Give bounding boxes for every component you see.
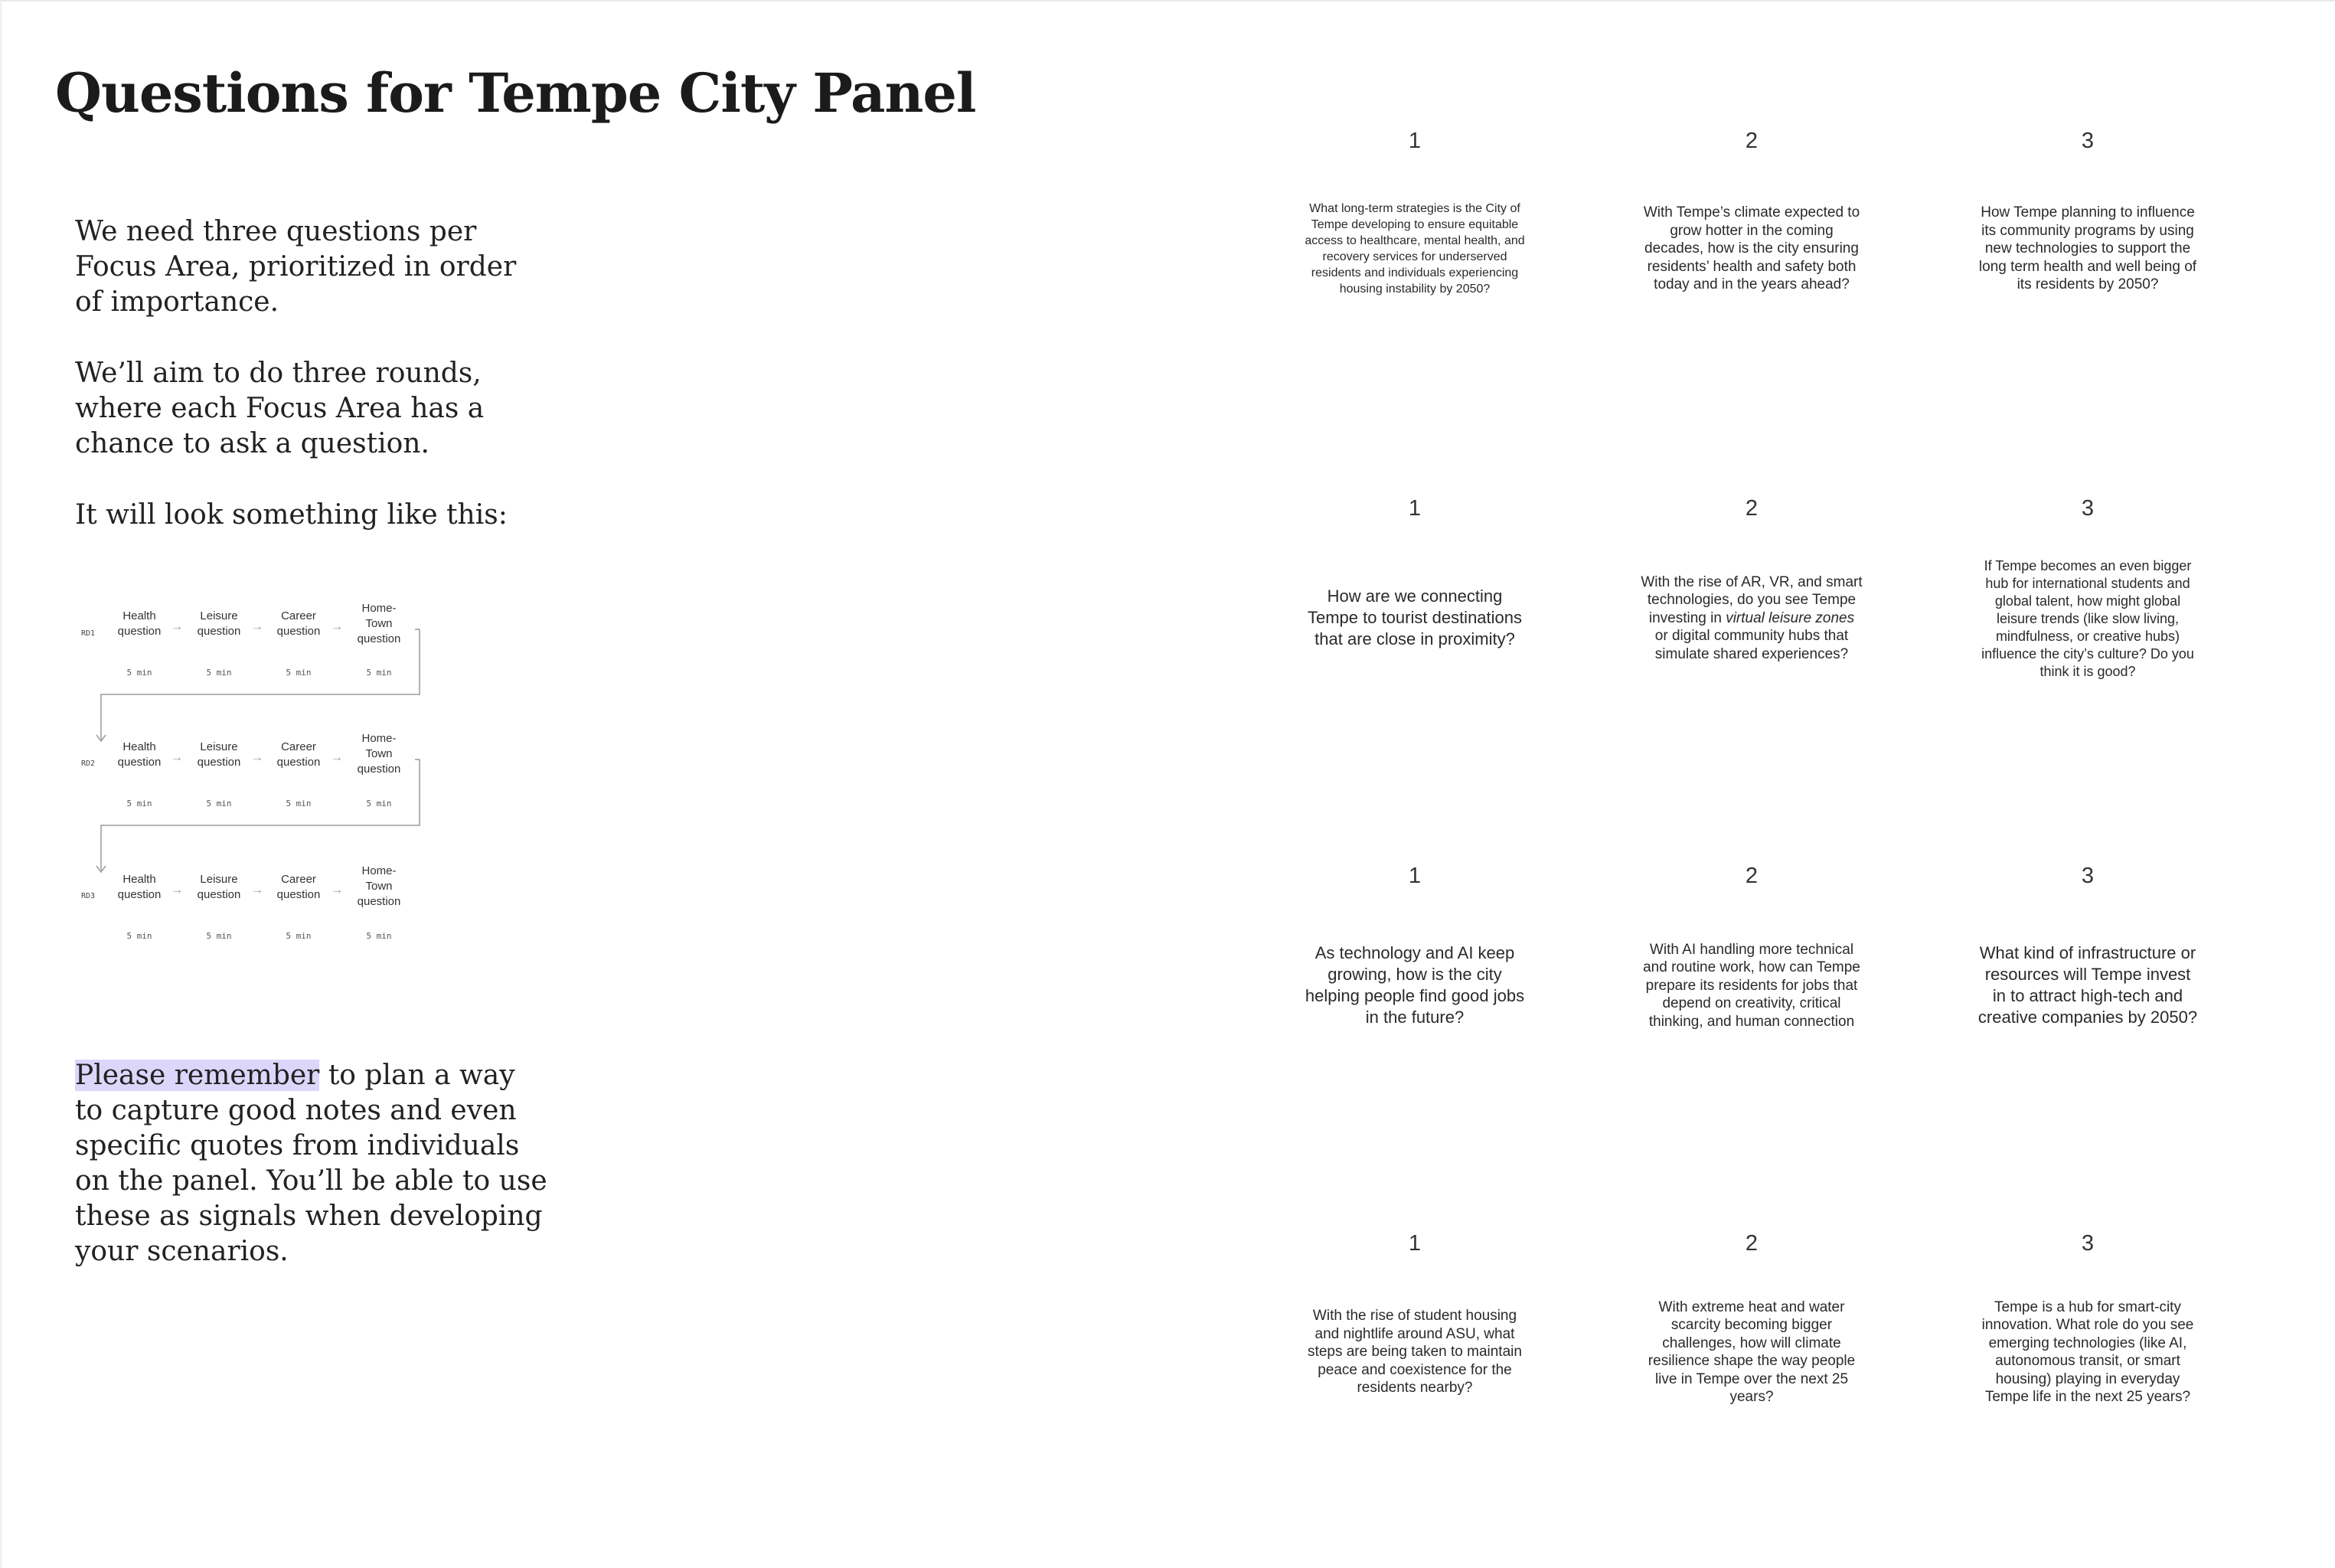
question-text-italic: virtual leisure zones — [1726, 609, 1855, 626]
flow-node-leisure: Leisure question — [197, 740, 241, 769]
reminder-paragraph — [75, 1058, 550, 1269]
question-card — [1641, 1295, 1863, 1409]
duration-label: 5 min — [286, 668, 312, 678]
arrow-right-icon: → — [331, 620, 343, 633]
intro-paragraph-1: We need three questions per Focus Area, prioritized in order of importance. — [75, 216, 517, 318]
priority-number: 3 — [2081, 129, 2095, 153]
duration-label: 5 min — [206, 668, 232, 678]
question-card — [1304, 1300, 1526, 1404]
duration-label: 5 min — [366, 931, 392, 941]
priority-number: 2 — [1745, 1231, 1759, 1256]
reminder-text: to plan a way to capture good notes and even specific quotes from individuals on the panel. You’ll be able to use these as signals when developing your scenarios. — [75, 1060, 547, 1267]
question-card — [1641, 203, 1863, 295]
flow-node-leisure: Leisure question — [197, 873, 241, 901]
flow-node-health: Health question — [117, 873, 162, 901]
priority-number: 1 — [1408, 129, 1422, 153]
question-card — [1641, 570, 1863, 666]
priority-number: 1 — [1408, 1231, 1422, 1256]
duration-label: 5 min — [126, 668, 152, 678]
flow-node-career: Career question — [276, 609, 321, 638]
question-card — [1977, 203, 2199, 295]
flow-node-hometown: Home-Town question — [357, 732, 401, 776]
priority-number: 1 — [1408, 864, 1422, 888]
duration-label: 5 min — [366, 799, 392, 808]
canvas-left-border — [0, 0, 2, 1568]
health-question-2: With Tempe’s climate expected to grow hotter in the coming decades, how is the city ensuring residents’ health and safety both today and in the years ahead? — [1643, 204, 1860, 293]
priority-number: 3 — [2081, 496, 2095, 521]
leisure-question-3: If Tempe becomes an even bigger hub for international students and global talent, how might global leisure trends (like slow living, mindfulness, or creative hubs) influence the city’s culture? Do you think it is good? — [1981, 557, 2194, 679]
leisure-question-1: How are we connecting Tempe to tourist destinations that are close in proximity? — [1307, 586, 1523, 648]
priority-number: 3 — [2081, 1231, 2095, 1256]
intro-paragraph-2: We’ll aim to do three rounds, where each Focus Area has a chance to ask a question. — [75, 358, 485, 459]
arrow-right-icon: → — [331, 884, 343, 897]
question-text-part: With the rise of AR, VR, and smart technologies, do you see Tempe investing in — [1641, 573, 1863, 626]
question-card — [1304, 936, 1526, 1035]
duration-label: 5 min — [126, 799, 152, 808]
duration-label: 5 min — [126, 931, 152, 941]
page-title: Questions for Tempe City Panel — [55, 61, 976, 125]
arrow-right-icon: → — [251, 751, 263, 764]
arrow-right-icon: → — [331, 751, 343, 764]
duration-label: 5 min — [206, 931, 232, 941]
highlighted-text: Please remember — [75, 1060, 320, 1091]
priority-number: 1 — [1408, 496, 1422, 521]
question-card — [1304, 565, 1526, 671]
flow-node-career: Career question — [276, 740, 321, 769]
arrow-right-icon: → — [251, 620, 263, 633]
priority-number: 2 — [1745, 864, 1759, 888]
arrow-right-icon: → — [171, 620, 183, 633]
priority-number: 3 — [2081, 864, 2095, 888]
duration-label: 5 min — [286, 799, 312, 808]
hometown-question-1: With the rise of student housing and nightlife around ASU, what steps are being taken to maintain peace and coexistence for the residents nearby? — [1308, 1308, 1522, 1396]
arrow-right-icon: → — [171, 751, 183, 764]
career-question-2: With AI handling more technical and routine work, how can Tempe prepare its residents for jobs that depend on creativity, critical thinking, and human connection — [1643, 941, 1860, 1030]
career-question-3: What kind of infrastructure or resources will Tempe invest in to attract high-tech and creative companies by 2050? — [1977, 943, 2198, 1027]
hometown-question-2: With extreme heat and water scarcity becoming bigger challenges, how will climate resilience shape the way people live in Tempe over the next 25 years? — [1648, 1298, 1856, 1405]
priority-number: 2 — [1745, 129, 1759, 153]
question-card — [1641, 938, 1863, 1034]
career-question-1: As technology and AI keep growing, how is the city helping people find good jobs in the future? — [1305, 943, 1525, 1027]
duration-label: 5 min — [286, 931, 312, 941]
flow-node-hometown: Home-Town question — [357, 602, 401, 645]
hometown-question-3: Tempe is a hub for smart-city innovation. What role do you see emerging technologies (like AI, autonomous transit, or smart housing) playing in everyday Tempe life in the next 25 years? — [1981, 1298, 2194, 1405]
canvas-top-border — [0, 0, 2335, 2]
duration-label: 5 min — [206, 799, 232, 808]
question-card — [1977, 1295, 2199, 1409]
round-label: RD2 — [81, 760, 96, 768]
health-question-1: What long-term strategies is the City of Tempe developing to ensure equitable access to healthcare, mental health, and recovery services for underserved residents and individuals experiencing housing instability by 2050? — [1305, 202, 1525, 296]
question-card — [1977, 929, 2199, 1041]
priority-number: 2 — [1745, 496, 1759, 521]
flow-node-leisure: Leisure question — [197, 609, 241, 638]
flow-node-health: Health question — [117, 740, 162, 769]
question-text-part: or digital community hubs that simulate shared experiences? — [1654, 628, 1849, 662]
duration-label: 5 min — [366, 668, 392, 678]
flow-node-health: Health question — [117, 609, 162, 638]
question-card — [1304, 201, 1526, 297]
question-card — [1973, 557, 2203, 679]
leisure-question-2 — [1641, 573, 1863, 664]
arrow-right-icon: → — [251, 884, 263, 897]
round-flow-diagram — [77, 597, 429, 957]
round-label: RD3 — [81, 892, 96, 900]
arrow-right-icon: → — [171, 884, 183, 897]
health-question-3: How Tempe planning to influence its community programs by using new technologies to support the long term health and well being of its residents by 2050? — [1978, 204, 2197, 293]
flow-node-career: Career question — [276, 873, 321, 901]
flow-node-hometown: Home-Town question — [357, 864, 401, 908]
round-label: RD1 — [81, 629, 96, 638]
intro-paragraph-3: It will look something like this: — [75, 499, 508, 531]
